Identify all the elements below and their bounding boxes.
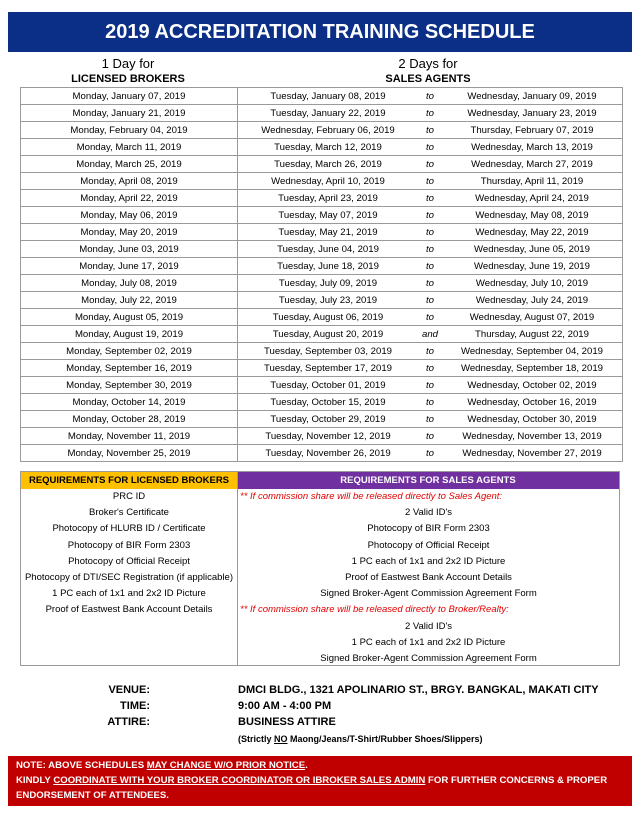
agent-start-date: Tuesday, June 04, 2019 [238,241,419,258]
agent-end-date: Thursday, April 11, 2019 [442,173,623,190]
broker-date: Monday, February 04, 2019 [21,122,238,139]
agent-requirement-item: 2 Valid ID's [404,620,453,632]
page-title: 2019 ACCREDITATION TRAINING SCHEDULE [8,12,632,52]
broker-date: Monday, September 30, 2019 [21,377,238,394]
schedule-section [20,56,620,462]
broker-date: Monday, August 19, 2019 [21,326,238,343]
schedule-row [21,105,623,122]
schedule-row [21,139,623,156]
broker-requirement-item: Proof of Eastwest Bank Account Details [45,604,213,616]
agent-end-date: Wednesday, May 22, 2019 [442,224,623,241]
venue-line [20,684,620,700]
broker-requirement-item: 1 PC each of 1x1 and 2x2 ID Picture [52,588,206,600]
agent-start-date: Wednesday, April 10, 2019 [238,173,419,190]
broker-date: Monday, April 22, 2019 [21,190,238,207]
date-separator: to [418,190,442,207]
agent-start-date: Tuesday, October 15, 2019 [238,394,419,411]
broker-date: Monday, September 02, 2019 [21,343,238,360]
broker-date: Monday, October 28, 2019 [21,411,238,428]
broker-requirement-item: Photocopy of HLURB ID / Certificate [52,523,206,535]
date-separator: to [418,445,442,462]
agent-end-date: Wednesday, September 04, 2019 [442,343,623,360]
date-separator: to [418,411,442,428]
agent-end-date: Wednesday, July 24, 2019 [442,292,623,309]
schedule-row [21,309,623,326]
venue-value: DMCI BLDG., 1321 APOLINARIO ST., BRGY. BANGKAL, MAKATI CITY [238,684,599,696]
schedule-row [21,343,623,360]
agent-end-date: Wednesday, October 02, 2019 [442,377,623,394]
date-separator: to [418,105,442,122]
agent-start-date: Tuesday, April 23, 2019 [238,190,419,207]
broker-date: Monday, March 11, 2019 [21,139,238,156]
attire-note [20,734,620,750]
agent-requirement-note: ** If commission share will be released directly to Broker/Realty: [240,604,509,616]
schedule-row [21,156,623,173]
broker-requirement-item: Photocopy of DTI/SEC Registration (if applicable) [24,571,234,583]
broker-date: Monday, November 11, 2019 [21,428,238,445]
agent-end-date: Wednesday, March 13, 2019 [442,139,623,156]
date-separator: to [418,122,442,139]
schedule-row [21,207,623,224]
broker-requirement-item: PRC ID [112,491,146,502]
broker-requirement-item: Broker's Certificate [89,507,169,519]
date-separator: and [418,326,442,343]
attire-note-suffix: Maong/Jeans/T-Shirt/Rubber Shoes/Slippers) [287,734,483,744]
agent-start-date: Tuesday, September 03, 2019 [238,343,419,360]
agent-start-date: Tuesday, October 29, 2019 [238,411,419,428]
schedule-row [21,360,623,377]
date-separator: to [418,156,442,173]
agent-start-date: Tuesday, January 08, 2019 [238,88,419,105]
broker-date: Monday, September 16, 2019 [21,360,238,377]
schedule-row [21,173,623,190]
notice-1a: NOTE: ABOVE SCHEDULES [16,760,147,771]
attire-label: ATTIRE: [107,716,150,728]
agent-requirement-item: Signed Broker-Agent Commission Agreement Form [320,652,537,664]
date-separator: to [418,292,442,309]
agent-start-date: Tuesday, March 12, 2019 [238,139,419,156]
schedule-row [21,411,623,428]
broker-requirement-item: Photocopy of Official Receipt [68,555,190,567]
broker-date: Monday, July 08, 2019 [21,275,238,292]
notice-2c: FOR FURTHER CONCERNS & PROPER [425,775,608,786]
time-label: TIME: [120,700,150,712]
schedule-row [21,377,623,394]
agent-requirement-item: 1 PC each of 1x1 and 2x2 ID Picture [351,555,506,567]
agent-end-date: Wednesday, June 05, 2019 [442,241,623,258]
agent-requirement-note: ** If commission share will be released directly to Sales Agent: [240,491,503,502]
date-separator: to [418,224,442,241]
broker-date: Monday, August 05, 2019 [21,309,238,326]
agent-label: SALES AGENTS [385,73,471,85]
broker-date: Monday, July 22, 2019 [21,292,238,309]
broker-column-header [20,56,236,87]
agent-column-header [236,56,620,87]
date-separator: to [418,258,442,275]
attire-note-prefix: (Strictly [238,734,275,744]
notice-line-2 [16,773,624,788]
agent-start-date: Tuesday, June 18, 2019 [238,258,419,275]
agent-end-date: Wednesday, October 16, 2019 [442,394,623,411]
schedule-column-headers [20,56,620,87]
agent-end-date: Wednesday, November 27, 2019 [442,445,623,462]
date-separator: to [418,360,442,377]
agent-end-date: Wednesday, May 08, 2019 [442,207,623,224]
broker-label: LICENSED BROKERS [71,73,185,85]
agent-start-date: Tuesday, July 23, 2019 [238,292,419,309]
agent-start-date: Tuesday, November 26, 2019 [238,445,419,462]
date-separator: to [418,377,442,394]
broker-date: Monday, April 08, 2019 [21,173,238,190]
attire-note-no: NO [274,734,288,744]
schedule-row [21,445,623,462]
schedule-row [21,224,623,241]
agent-start-date: Tuesday, October 01, 2019 [238,377,419,394]
agent-end-date: Wednesday, January 09, 2019 [442,88,623,105]
agent-requirements-header: REQUIREMENTS FOR SALES AGENTS [237,472,619,489]
agent-end-date: Wednesday, November 13, 2019 [442,428,623,445]
agent-end-date: Wednesday, April 24, 2019 [442,190,623,207]
schedule-row [21,326,623,343]
agent-end-date: Thursday, August 22, 2019 [442,326,623,343]
broker-date: Monday, January 21, 2019 [21,105,238,122]
date-separator: to [418,173,442,190]
schedule-row [21,190,623,207]
agent-requirement-item: Proof of Eastwest Bank Account Details [345,571,512,583]
agent-end-date: Wednesday, August 07, 2019 [442,309,623,326]
agent-start-date: Tuesday, January 22, 2019 [238,105,419,122]
broker-date: Monday, January 07, 2019 [21,88,238,105]
broker-date: Monday, October 14, 2019 [21,394,238,411]
date-separator: to [418,139,442,156]
date-separator: to [418,343,442,360]
broker-date: Monday, November 25, 2019 [21,445,238,462]
agent-requirement-item: 1 PC each of 1x1 and 2x2 ID Picture [351,636,506,648]
agent-start-date: Wednesday, February 06, 2019 [238,122,419,139]
agent-start-date: Tuesday, May 21, 2019 [238,224,419,241]
notice-1c: . [305,760,308,771]
agent-requirements-list [238,489,619,667]
date-separator: to [418,275,442,292]
attire-value: BUSINESS ATTIRE [238,716,336,728]
agent-end-date: Thursday, February 07, 2019 [442,122,623,139]
date-separator: to [418,88,442,105]
agent-start-date: Tuesday, May 07, 2019 [238,207,419,224]
agent-end-date: Wednesday, October 30, 2019 [442,411,623,428]
notice-line-1 [16,758,624,773]
notice-line-3: ENDORSEMENT OF ATTENDEES. [16,790,169,801]
agent-requirement-item: Photocopy of BIR Form 2303 [367,523,490,535]
schedule-row [21,428,623,445]
agent-end-date: Wednesday, March 27, 2019 [442,156,623,173]
agent-start-date: Tuesday, March 26, 2019 [238,156,419,173]
agent-end-date: Wednesday, September 18, 2019 [442,360,623,377]
date-separator: to [418,428,442,445]
agent-start-date: Tuesday, November 12, 2019 [238,428,419,445]
notice-2b: COORDINATE WITH YOUR BROKER COORDINATOR OR IBROKER SALES ADMIN [53,775,426,786]
schedule-row [21,241,623,258]
broker-date: Monday, June 17, 2019 [21,258,238,275]
broker-date: Monday, May 06, 2019 [21,207,238,224]
notice-1b: MAY CHANGE W/O PRIOR NOTICE [146,760,306,771]
broker-requirement-item: Photocopy of BIR Form 2303 [67,539,191,551]
schedule-row [21,122,623,139]
agent-end-date: Wednesday, July 10, 2019 [442,275,623,292]
broker-duration: 1 Day for [101,56,155,71]
schedule-row [21,258,623,275]
notice-footer [8,756,632,806]
time-value: 9:00 AM - 4:00 PM [238,700,332,712]
broker-date: Monday, June 03, 2019 [21,241,238,258]
schedule-row [21,394,623,411]
agent-requirement-item: 2 Valid ID's [404,507,453,519]
time-line [20,700,620,716]
venue-label: VENUE: [108,684,150,696]
broker-date: Monday, May 20, 2019 [21,224,238,241]
agent-end-date: Wednesday, June 19, 2019 [442,258,623,275]
agent-end-date: Wednesday, January 23, 2019 [442,105,623,122]
schedule-table [20,87,623,462]
schedule-row [21,292,623,309]
agent-duration: 2 Days for [398,56,458,71]
notice-2a: KINDLY [16,775,54,786]
agent-requirement-item: Photocopy of Official Receipt [367,539,490,551]
broker-requirements-list [21,489,237,619]
agent-requirement-item: Signed Broker-Agent Commission Agreement Form [320,588,537,600]
requirements-box [20,471,620,666]
date-separator: to [418,394,442,411]
date-separator: to [418,241,442,258]
agent-start-date: Tuesday, August 20, 2019 [238,326,419,343]
schedule-row [21,275,623,292]
agent-start-date: Tuesday, August 06, 2019 [238,309,419,326]
date-separator: to [418,207,442,224]
attire-line [20,716,620,732]
schedule-row [21,88,623,105]
broker-requirements-header: REQUIREMENTS FOR LICENSED BROKERS [21,472,237,489]
broker-date: Monday, March 25, 2019 [21,156,238,173]
agent-start-date: Tuesday, September 17, 2019 [238,360,419,377]
agent-start-date: Tuesday, July 09, 2019 [238,275,419,292]
date-separator: to [418,309,442,326]
